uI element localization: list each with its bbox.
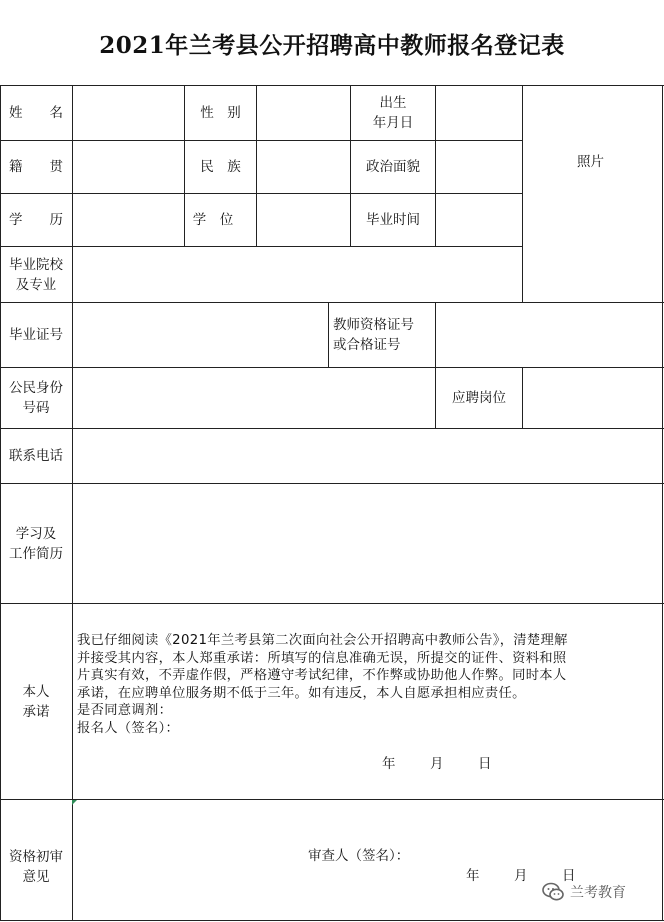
birth-label-line1: 出生 <box>379 95 407 111</box>
form-title: 2021年兰考县公开招聘高中教师报名登记表 <box>99 31 565 59</box>
watermark <box>542 880 626 904</box>
pledge-signature-field[interactable] <box>196 732 496 750</box>
graduation-time-field[interactable] <box>436 194 522 246</box>
pledge-month: 月 <box>430 756 444 772</box>
grid-line <box>0 603 664 604</box>
birth-date-field[interactable] <box>436 86 522 140</box>
pledge-day: 日 <box>478 756 492 772</box>
review-month: 月 <box>514 868 528 884</box>
watermark-text: 兰考教育 <box>570 885 626 901</box>
teacher-cert-line2: 或合格证号 <box>333 337 401 353</box>
pledge-line: 我已仔细阅读《2021年兰考县第二次面向社会公开招聘高中教师公告》，清楚理解 <box>77 633 568 648</box>
diploma-number-field[interactable] <box>73 303 328 367</box>
id-number-label <box>0 368 72 428</box>
education-field[interactable] <box>73 194 184 246</box>
graduation-time-label: 毕业时间 <box>366 212 420 228</box>
cell-marker <box>72 800 77 805</box>
pledge-line: 片真实有效，不弄虚作假，严格遵守考试纪律，不作弊或协助他人作弊。同时本人 <box>77 668 567 684</box>
political-status-field[interactable] <box>436 141 522 193</box>
ethnicity-label: 民 族 <box>200 159 241 175</box>
resume-label <box>0 484 72 603</box>
name-field[interactable] <box>73 86 184 140</box>
phone-field[interactable] <box>73 429 662 483</box>
origin-label: 籍 贯 <box>9 159 63 175</box>
photo-label: 照片 <box>577 154 604 170</box>
pledge-label-line2: 承诺 <box>22 703 50 720</box>
school-major-label <box>0 247 72 302</box>
resume-field[interactable] <box>73 484 662 603</box>
political-status-label: 政治面貌 <box>366 159 420 175</box>
review-day: 日 <box>562 868 576 884</box>
pledge-text <box>77 632 655 738</box>
position-label: 应聘岗位 <box>452 390 506 406</box>
pledge-line: 并接受其内容，本人郑重承诺：所填写的信息准确无误，所提交的证件、资料和照 <box>77 650 567 666</box>
id-label-line1: 公民身份 <box>9 380 63 396</box>
id-number-field[interactable] <box>73 368 435 428</box>
birth-date-label <box>351 86 435 140</box>
pledge-signer-label: 报名人（签名）： <box>77 720 180 736</box>
diploma-number-label: 毕业证号 <box>9 327 63 343</box>
degree-field[interactable] <box>257 194 350 246</box>
teacher-cert-label <box>329 303 435 367</box>
review-year: 年 <box>466 868 480 884</box>
pledge-label-line1: 本人 <box>22 683 50 700</box>
review-label-line1: 资格初审 <box>9 849 63 865</box>
name-label: 姓 名 <box>9 105 63 121</box>
grid-line <box>0 920 664 921</box>
teacher-cert-line1: 教师资格证号 <box>333 317 414 333</box>
resume-label-line2: 工作简历 <box>9 545 63 562</box>
gender-field[interactable] <box>257 86 350 140</box>
id-label-line2: 号码 <box>22 400 50 416</box>
grid-line <box>662 85 663 921</box>
education-label: 学 历 <box>9 212 63 228</box>
resume-label-line1: 学习及 <box>15 525 57 542</box>
review-label <box>0 800 72 920</box>
phone-label: 联系电话 <box>9 448 63 464</box>
degree-label: 学 位 <box>192 212 234 228</box>
pledge-line: 承诺，在应聘单位服务期不低于三年。如有违反，本人自愿承担相应责任。 <box>77 685 526 701</box>
gender-label: 性 别 <box>200 105 241 121</box>
teacher-cert-field[interactable] <box>436 303 662 367</box>
pledge-year: 年 <box>382 756 396 772</box>
reviewer-signer-label: 审查人（签名）： <box>308 848 410 864</box>
ethnicity-field[interactable] <box>257 141 350 193</box>
review-label-line2: 意见 <box>22 869 50 885</box>
reviewer-signature-field[interactable] <box>424 842 624 860</box>
photo-box[interactable] <box>523 86 662 302</box>
pledge-line: 是否同意调剂： <box>77 703 173 719</box>
origin-field[interactable] <box>73 141 184 193</box>
school-major-field[interactable] <box>73 247 522 302</box>
birth-label-line2: 年月日 <box>372 115 414 131</box>
grid-line <box>0 799 664 800</box>
pledge-label <box>0 604 72 799</box>
position-field[interactable] <box>523 368 662 428</box>
school-label-line1: 毕业院校 <box>9 256 63 273</box>
school-label-line2: 及专业 <box>15 276 57 293</box>
wechat-logo-icon <box>542 882 564 902</box>
